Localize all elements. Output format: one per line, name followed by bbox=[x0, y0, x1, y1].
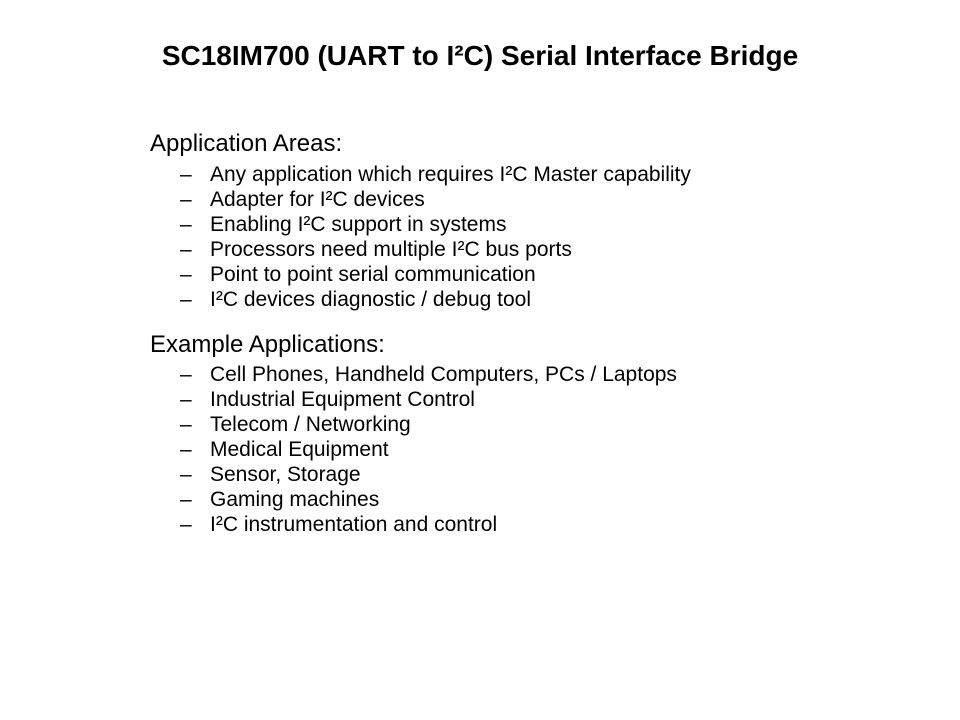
example-applications-list bbox=[180, 362, 677, 537]
bullet-dash: – bbox=[180, 363, 192, 386]
bullet-text: Point to point serial communication bbox=[210, 263, 536, 286]
bullet-text: Enabling I²C support in systems bbox=[210, 213, 507, 236]
bullet-dash: – bbox=[180, 188, 192, 211]
list-item bbox=[180, 512, 677, 537]
application-areas-list bbox=[180, 162, 691, 312]
list-item bbox=[180, 412, 677, 437]
bullet-text: Cell Phones, Handheld Computers, PCs / Laptops bbox=[210, 363, 677, 386]
list-item bbox=[180, 462, 677, 487]
bullet-text: Sensor, Storage bbox=[210, 463, 361, 486]
bullet-dash: – bbox=[180, 388, 192, 411]
bullet-dash: – bbox=[180, 488, 192, 511]
bullet-dash: – bbox=[180, 438, 192, 461]
bullet-dash: – bbox=[180, 163, 192, 186]
bullet-text: Telecom / Networking bbox=[210, 413, 411, 436]
bullet-text: Any application which requires I²C Master capability bbox=[210, 163, 691, 186]
bullet-dash: – bbox=[180, 213, 192, 236]
list-item bbox=[180, 487, 677, 512]
bullet-dash: – bbox=[180, 413, 192, 436]
bullet-dash: – bbox=[180, 463, 192, 486]
list-item bbox=[180, 237, 691, 262]
list-item bbox=[180, 262, 691, 287]
section-heading-example-applications: Example Applications: bbox=[150, 331, 385, 358]
slide-title: SC18IM700 (UART to I²C) Serial Interface Bridge bbox=[161, 40, 799, 71]
bullet-dash: – bbox=[180, 238, 192, 261]
bullet-text: Industrial Equipment Control bbox=[210, 388, 475, 411]
bullet-dash: – bbox=[180, 288, 192, 311]
bullet-text: Processors need multiple I²C bus ports bbox=[210, 238, 572, 261]
bullet-dash: – bbox=[180, 263, 192, 286]
list-item bbox=[180, 187, 691, 212]
list-item bbox=[180, 212, 691, 237]
bullet-text: Medical Equipment bbox=[210, 438, 389, 461]
bullet-text: I²C instrumentation and control bbox=[210, 513, 498, 536]
bullet-text: Gaming machines bbox=[210, 488, 380, 511]
bullet-dash: – bbox=[180, 513, 192, 536]
list-item bbox=[180, 362, 677, 387]
bullet-text: I²C devices diagnostic / debug tool bbox=[210, 288, 532, 311]
list-item bbox=[180, 437, 677, 462]
list-item bbox=[180, 162, 691, 187]
list-item bbox=[180, 387, 677, 412]
list-item bbox=[180, 287, 691, 312]
bullet-text: Adapter for I²C devices bbox=[210, 188, 425, 211]
section-heading-application-areas: Application Areas: bbox=[150, 130, 343, 157]
